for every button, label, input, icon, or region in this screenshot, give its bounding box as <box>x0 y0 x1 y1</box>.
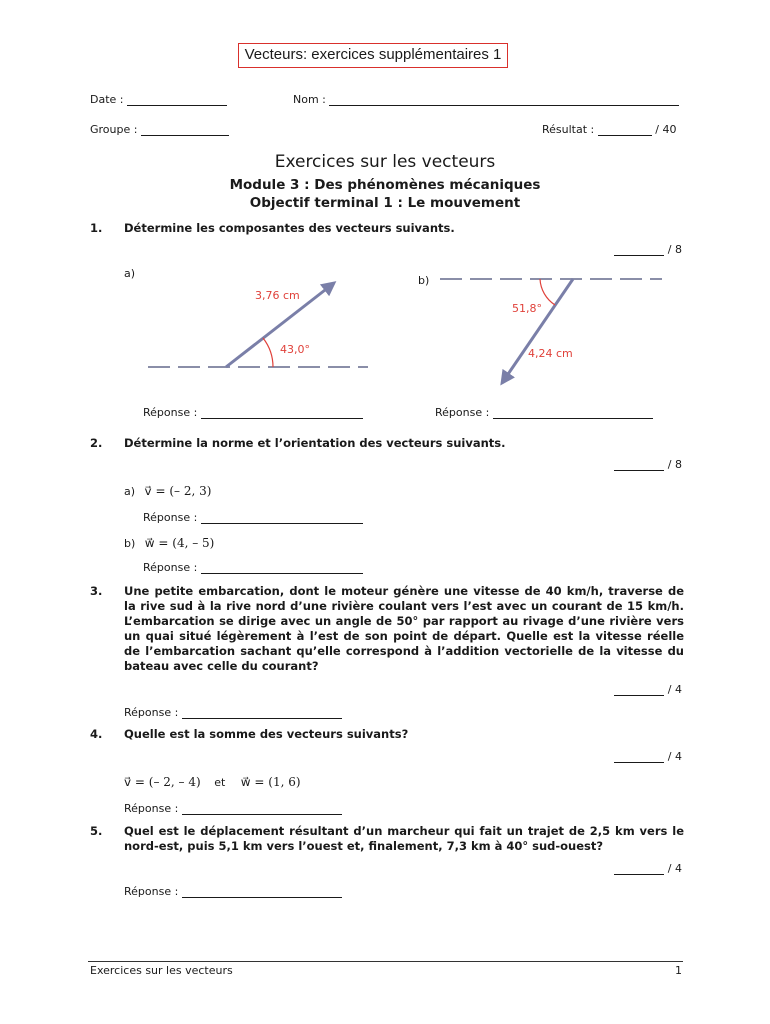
date-label: Date : <box>90 93 124 106</box>
question-4-answer[interactable] <box>124 802 342 815</box>
main-title: Exercices sur les vecteurs <box>274 152 496 172</box>
question-4-number: 4. <box>90 727 103 741</box>
question-2a-answer[interactable] <box>143 511 363 524</box>
question-2b-label: b) <box>124 537 136 550</box>
vector-b-length: 4,24 cm <box>528 347 573 360</box>
document-title-box: Vecteurs: exercices supplémentaires 1 <box>238 43 508 68</box>
angle-arc-a <box>263 338 273 367</box>
angle-arc-b <box>540 279 555 305</box>
question-3-score-total: / 4 <box>667 683 682 696</box>
answer-label: Réponse : <box>124 706 179 719</box>
question-3-score-blank[interactable] <box>614 695 664 696</box>
page-number: 1 <box>675 964 682 977</box>
question-2a <box>124 484 211 498</box>
question-1-text: Détermine les composantes des vecteurs suivants. <box>124 221 455 235</box>
resultat-label: Résultat : <box>542 123 595 136</box>
answer-blank[interactable] <box>201 573 363 574</box>
answer-label: Réponse : <box>143 561 198 574</box>
question-1a-answer[interactable] <box>143 406 363 419</box>
vector-a-length: 3,76 cm <box>255 289 300 302</box>
question-4-vectors <box>124 775 301 789</box>
vector-b-angle: 51,8° <box>512 302 542 315</box>
question-2b-answer[interactable] <box>143 561 363 574</box>
et-word: et <box>214 776 226 789</box>
question-4-score-total: / 4 <box>667 750 682 763</box>
answer-label: Réponse : <box>124 802 179 815</box>
answer-blank[interactable] <box>182 718 342 719</box>
answer-blank[interactable] <box>182 897 342 898</box>
vector-b-arrow <box>502 279 573 383</box>
footer-divider <box>88 961 683 962</box>
question-5-text: Quel est le déplacement résultant d’un marcheur qui fait un trajet de 2,5 km vers le nord-est, puis 5,1 km vers l’ouest et, finalement, 7,3 km à 40° sud-ouest? <box>124 824 684 853</box>
answer-blank[interactable] <box>493 418 653 419</box>
objective-title: Objectif terminal 1 : Le mouvement <box>249 195 521 211</box>
vector-diagrams <box>0 0 770 420</box>
question-5-score-total: / 4 <box>667 862 682 875</box>
vector-a-angle: 43,0° <box>280 343 310 356</box>
question-5-score <box>560 862 682 875</box>
answer-label: Réponse : <box>143 406 198 419</box>
question-3-score <box>560 683 682 696</box>
question-2b-expression: w⃗ = (4, – 5) <box>144 536 215 550</box>
question-2-score-total: / 8 <box>667 458 682 471</box>
question-2-score-blank[interactable] <box>614 470 664 471</box>
question-2-number: 2. <box>90 436 103 450</box>
groupe-label: Groupe : <box>90 123 138 136</box>
footer-title: Exercices sur les vecteurs <box>90 964 233 977</box>
question-4-score-blank[interactable] <box>614 762 664 763</box>
question-5-number: 5. <box>90 824 103 838</box>
resultat-total: / 40 <box>655 123 677 136</box>
question-2b <box>124 536 214 550</box>
question-2-score <box>560 458 682 471</box>
module-title: Module 3 : Des phénomènes mécaniques <box>229 177 541 193</box>
question-5-score-blank[interactable] <box>614 874 664 875</box>
question-3-number: 3. <box>90 584 103 598</box>
answer-blank[interactable] <box>182 814 342 815</box>
question-2a-expression: v⃗ = (– 2, 3) <box>144 484 212 498</box>
question-2a-label: a) <box>124 485 136 498</box>
answer-label: Réponse : <box>124 885 179 898</box>
nom-label: Nom : <box>293 93 326 106</box>
vector-w-expression: w⃗ = (1, 6) <box>240 775 301 789</box>
question-4-score <box>560 750 682 763</box>
question-3-answer[interactable] <box>124 706 342 719</box>
question-3-text: Une petite embarcation, dont le moteur génère une vitesse de 40 km/h, traverse de la rive sud à la rive nord d’une rivière coulant vers l’est avec un courant de 15 km/h. L’embarcation se dirige avec un angle de 50° par rapport au rivage d’une rivière vers un quai situé légèrement à l’est de son point de départ. Quelle est la vitesse réelle de l’embarcation sachant qu’elle correspond à l’addition vectorielle de la vitesse du bateau avec celle du courant? <box>124 584 684 673</box>
question-1b-label: b) <box>418 274 430 287</box>
question-4-text: Quelle est la somme des vecteurs suivants? <box>124 727 409 741</box>
question-5-answer[interactable] <box>124 885 342 898</box>
vector-v-expression: v⃗ = (– 2, – 4) <box>124 775 201 789</box>
answer-blank[interactable] <box>201 418 363 419</box>
answer-blank[interactable] <box>201 523 363 524</box>
question-1b-answer[interactable] <box>435 406 653 419</box>
question-1-score-total: / 8 <box>667 243 682 256</box>
answer-label: Réponse : <box>435 406 490 419</box>
answer-label: Réponse : <box>143 511 198 524</box>
question-1-number: 1. <box>90 221 103 235</box>
question-2-text: Détermine la norme et l’orientation des vecteurs suivants. <box>124 436 506 450</box>
question-1a-label: a) <box>124 267 136 280</box>
